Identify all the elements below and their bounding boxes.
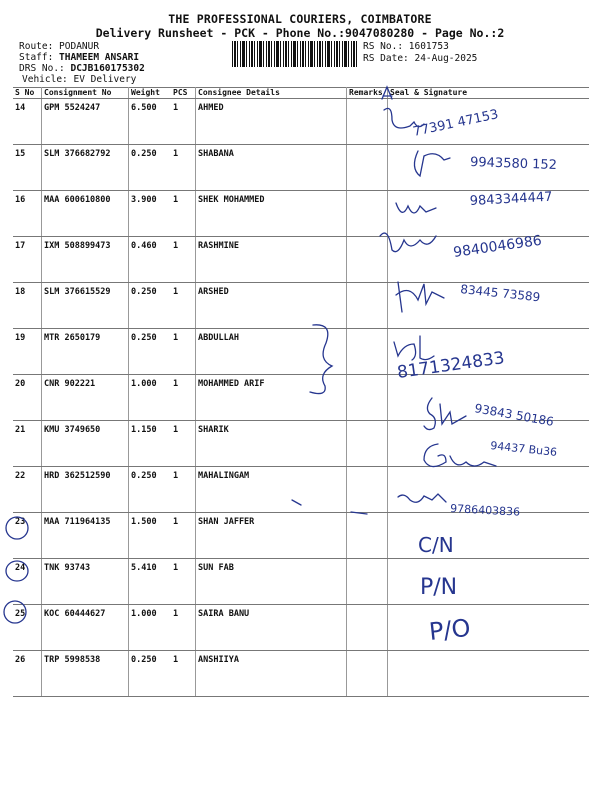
cell-consignment: HRD 362512590 — [42, 467, 129, 513]
cell-remarks — [347, 605, 388, 651]
runsheet-subtitle: Delivery Runsheet - PCK - Phone No.:9047080280 - Page No.:2 — [95, 26, 505, 40]
cell-seal-signature — [388, 467, 590, 513]
cell-seal-signature — [388, 99, 590, 145]
table-row — [13, 651, 589, 697]
staff-line — [19, 52, 139, 63]
cell-weight: 1.000 — [129, 605, 172, 651]
cell-sno: 17 — [13, 237, 42, 283]
cell-seal-signature — [388, 191, 590, 237]
handwritten-row26: P/O — [427, 613, 472, 646]
runsheet-table — [13, 87, 589, 697]
cell-weight: 0.250 — [129, 145, 172, 191]
handwritten-row18: 83445 73589 — [459, 282, 541, 305]
table-row — [13, 421, 589, 467]
table-header — [13, 88, 589, 99]
rs-number: RS No.: 1601753 — [363, 41, 449, 52]
rs-date: RS Date: 24-Aug-2025 — [363, 53, 478, 64]
cell-consignee: SHAN JAFFER — [196, 513, 347, 559]
cell-consignee: ANSHIIYA — [196, 651, 347, 697]
cell-remarks — [347, 99, 388, 145]
cell-weight: 6.500 — [129, 99, 172, 145]
cell-sno: 21 — [13, 421, 42, 467]
cell-consignee: MOHAMMED ARIF — [196, 375, 347, 421]
cell-remarks — [347, 237, 388, 283]
handwritten-row22: 94437 Bu36 — [489, 439, 558, 459]
cell-consignee: SUN FAB — [196, 559, 347, 605]
cell-sno: 25 — [13, 605, 42, 651]
table-row — [13, 513, 589, 559]
table-row — [13, 329, 589, 375]
cell-weight: 0.460 — [129, 237, 172, 283]
cell-pcs: 1 — [171, 329, 196, 375]
cell-pcs: 1 — [171, 421, 196, 467]
cell-consignment: MTR 2650179 — [42, 329, 129, 375]
cell-pcs: 1 — [171, 375, 196, 421]
cell-weight: 1.000 — [129, 375, 172, 421]
staff-name: THAMEEM ANSARI — [59, 52, 140, 63]
table-row — [13, 145, 589, 191]
cell-consignment: KMU 3749650 — [42, 421, 129, 467]
cell-seal-signature — [388, 145, 590, 191]
company-title: THE PROFESSIONAL COURIERS, COIMBATORE — [168, 12, 432, 26]
cell-weight: 0.250 — [129, 329, 172, 375]
handwritten-row15: 9943580 152 — [469, 155, 558, 174]
cell-consignment: CNR 902221 — [42, 375, 129, 421]
cell-remarks — [347, 191, 388, 237]
cell-consignment: IXM 508899473 — [42, 237, 129, 283]
cell-consignment: MAA 600610800 — [42, 191, 129, 237]
cell-seal-signature — [388, 421, 590, 467]
cell-weight: 1.500 — [129, 513, 172, 559]
handwritten-row24: C/N — [418, 533, 454, 557]
col-consignee: Consignee Details — [196, 88, 347, 99]
handwritten-row25: P/N — [420, 575, 458, 600]
cell-seal-signature — [388, 559, 590, 605]
cell-seal-signature — [388, 283, 590, 329]
cell-weight: 5.410 — [129, 559, 172, 605]
cell-consignee: AHMED — [196, 99, 347, 145]
drs-number: DCJB160175302 — [70, 63, 145, 74]
cell-remarks — [347, 283, 388, 329]
cell-pcs: 1 — [171, 99, 196, 145]
cell-consignee: SHARIK — [196, 421, 347, 467]
cell-consignment: TRP 5998538 — [42, 651, 129, 697]
cell-consignment: KOC 60444627 — [42, 605, 129, 651]
cell-sno: 24 — [13, 559, 42, 605]
handwritten-row21: 93843 50186 — [473, 401, 555, 429]
cell-sno: 15 — [13, 145, 42, 191]
table-row — [13, 99, 589, 145]
cell-remarks — [347, 329, 388, 375]
drs-line — [19, 63, 145, 74]
cell-sno: 19 — [13, 329, 42, 375]
cell-remarks — [347, 559, 388, 605]
cell-consignment: MAA 711964135 — [42, 513, 129, 559]
cell-pcs: 1 — [171, 651, 196, 697]
cell-consignment: TNK 93743 — [42, 559, 129, 605]
cell-sno: 14 — [13, 99, 42, 145]
cell-pcs: 1 — [171, 559, 196, 605]
cell-consignment: GPM 5524247 — [42, 99, 129, 145]
cell-consignee: MAHALINGAM — [196, 467, 347, 513]
table-row — [13, 467, 589, 513]
cell-remarks — [347, 375, 388, 421]
col-remarks: Remarks — [347, 88, 388, 99]
cell-remarks — [347, 513, 388, 559]
cell-seal-signature — [388, 237, 590, 283]
cell-sno: 20 — [13, 375, 42, 421]
handwritten-row16: 9843344447 — [469, 189, 553, 209]
route-label: Route: PODANUR — [19, 41, 100, 52]
cell-consignee: SHABANA — [196, 145, 347, 191]
cell-pcs: 1 — [171, 513, 196, 559]
col-pcs: PCS — [171, 88, 196, 99]
handwritten-row23: 9786403836 — [449, 502, 521, 519]
barcode-image — [232, 41, 357, 67]
col-consignment: Consignment No — [42, 88, 129, 99]
table-row — [13, 191, 589, 237]
cell-pcs: 1 — [171, 283, 196, 329]
cell-consignment: SLM 376682792 — [42, 145, 129, 191]
cell-weight: 0.250 — [129, 283, 172, 329]
staff-label: Staff: — [19, 52, 60, 63]
cell-sno: 18 — [13, 283, 42, 329]
col-seal-signature: Seal & Signature — [388, 88, 590, 99]
cell-consignment: SLM 376615529 — [42, 283, 129, 329]
table-header-row — [13, 88, 589, 99]
cell-pcs: 1 — [171, 145, 196, 191]
cell-consignee: SAIRA BANU — [196, 605, 347, 651]
cell-sno: 16 — [13, 191, 42, 237]
cell-consignee: SHEK MOHAMMED — [196, 191, 347, 237]
cell-seal-signature — [388, 513, 590, 559]
cell-consignee: ABDULLAH — [196, 329, 347, 375]
cell-pcs: 1 — [171, 191, 196, 237]
table-row — [13, 559, 589, 605]
table-row — [13, 283, 589, 329]
cell-weight: 3.900 — [129, 191, 172, 237]
cell-sno: 22 — [13, 467, 42, 513]
cell-pcs: 1 — [171, 605, 196, 651]
vehicle-label: Vehicle: EV Delivery — [22, 74, 137, 85]
cell-remarks — [347, 421, 388, 467]
cell-sno: 26 — [13, 651, 42, 697]
cell-pcs: 1 — [171, 237, 196, 283]
table-row — [13, 237, 589, 283]
handwritten-row17: 9840046986 — [452, 232, 543, 261]
cell-remarks — [347, 467, 388, 513]
cell-remarks — [347, 651, 388, 697]
cell-sno: 23 — [13, 513, 42, 559]
col-weight: Weight — [129, 88, 172, 99]
cell-consignee: ARSHED — [196, 283, 347, 329]
cell-seal-signature — [388, 651, 590, 697]
table-body — [13, 99, 589, 697]
cell-weight: 1.150 — [129, 421, 172, 467]
cell-consignee: RASHMINE — [196, 237, 347, 283]
cell-seal-signature — [388, 605, 590, 651]
handwritten-row14-line1: 77391 47153 — [411, 107, 500, 140]
cell-seal-signature — [388, 329, 590, 375]
table-row — [13, 605, 589, 651]
table-row — [13, 375, 589, 421]
cell-weight: 0.250 — [129, 467, 172, 513]
cell-pcs: 1 — [171, 467, 196, 513]
cell-remarks — [347, 145, 388, 191]
cell-weight: 0.250 — [129, 651, 172, 697]
drs-label: DRS No.: — [19, 63, 71, 74]
cell-seal-signature — [388, 375, 590, 421]
handwritten-row20: 8171324833 — [395, 348, 506, 383]
col-sno: S No — [13, 88, 42, 99]
